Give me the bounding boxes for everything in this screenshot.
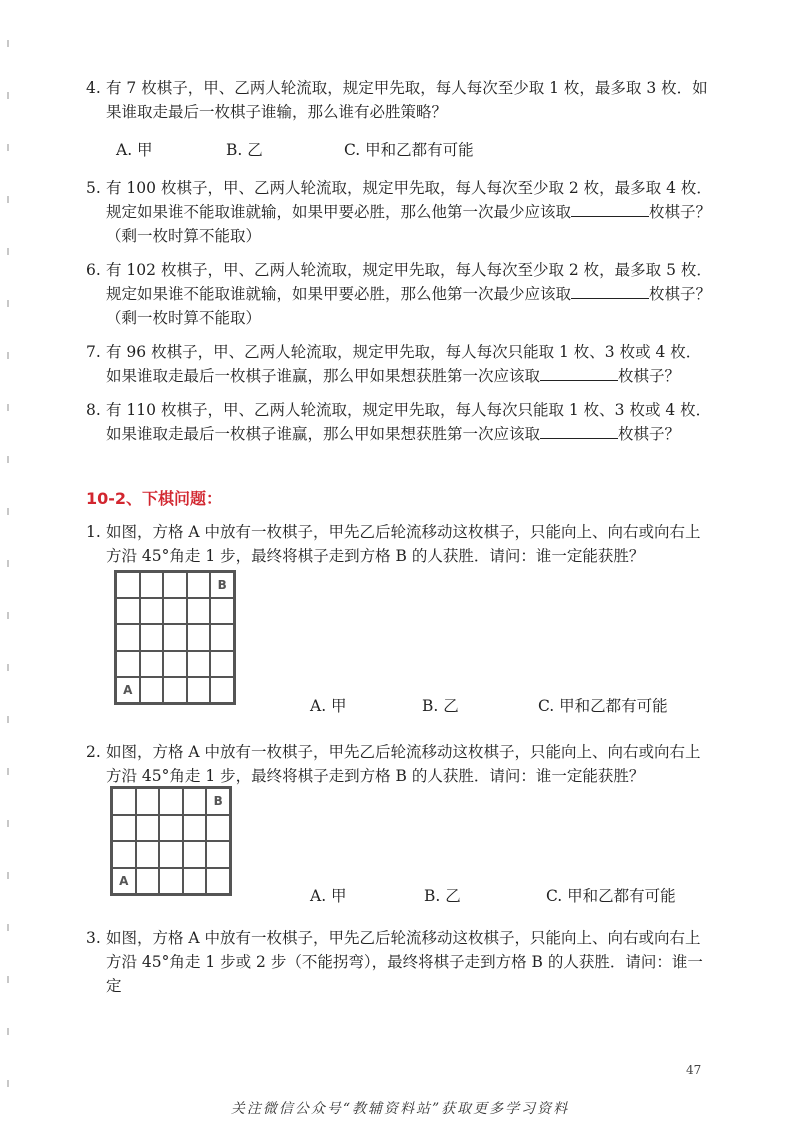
answer-blank[interactable] — [540, 365, 618, 381]
answer-blank[interactable] — [571, 283, 649, 299]
answer-blank[interactable] — [571, 201, 649, 217]
cell-label-b: B — [213, 794, 223, 809]
grid-cell — [141, 652, 163, 676]
option-b: B. 乙 — [422, 697, 459, 715]
question-number: 5. — [86, 179, 101, 197]
section-title: 10-2、下棋问题： — [86, 489, 223, 508]
grid-cell — [188, 599, 210, 623]
grid-cell — [211, 573, 233, 597]
question-text: 有 110 枚棋子，甲、乙两人轮流取，规定甲先取，每人每次只能取 1 枚、3 枚或 4 枚．如果谁取走最后一枚棋子谁赢，那么甲如果想获胜第一次应该取 枚棋子？ — [106, 401, 712, 443]
margin-tick — [7, 716, 9, 723]
grid-cell — [117, 678, 139, 702]
question-text: 有 102 枚棋子，甲、乙两人轮流取，规定甲先取，每人每次至少取 2 枚，最多取 5 枚．规定如果谁不能取谁就输，如果甲要必胜，那么他第一次最少应该取 枚棋子？（剩一枚时算不能取） — [106, 261, 712, 327]
margin-tick — [7, 768, 9, 775]
s2-question-2 — [86, 740, 716, 788]
margin-tick — [7, 404, 9, 411]
grid-cell — [141, 678, 163, 702]
grid-cell — [164, 625, 186, 649]
option-b: B. 乙 — [424, 887, 461, 905]
grid-cell — [188, 678, 210, 702]
margin-tick — [7, 976, 9, 983]
grid-cell — [211, 678, 233, 702]
grid-cell — [188, 573, 210, 597]
grid-cell — [164, 599, 186, 623]
grid-cell — [113, 816, 135, 841]
option-c: C. 甲和乙都有可能 — [344, 141, 474, 159]
grid-cell — [164, 678, 186, 702]
s2-question-1 — [86, 520, 716, 568]
grid-cell — [207, 869, 229, 894]
grid-cell — [211, 625, 233, 649]
grid-cell — [164, 573, 186, 597]
margin-tick — [7, 820, 9, 827]
grid-cell — [117, 599, 139, 623]
question-number: 6. — [86, 261, 101, 279]
question-text: 有 96 枚棋子，甲、乙两人轮流取，规定甲先取，每人每次只能取 1 枚、3 枚或 4 枚．如果谁取走最后一枚棋子谁赢，那么甲如果想获胜第一次应该取 枚棋子？ — [106, 343, 702, 385]
margin-tick — [7, 248, 9, 255]
grid-cell — [160, 869, 182, 894]
grid-cell — [188, 625, 210, 649]
grid-cell — [164, 652, 186, 676]
grid-cell — [160, 789, 182, 814]
question-7 — [86, 340, 716, 388]
question-number: 7. — [86, 343, 101, 361]
margin-tick — [7, 1028, 9, 1035]
question-number: 1. — [86, 523, 101, 541]
board-grid-1 — [114, 570, 236, 705]
grid-cell — [137, 789, 159, 814]
question-text: 有 100 枚棋子，甲、乙两人轮流取，规定甲先取，每人每次至少取 2 枚，最多取 4 枚．规定如果谁不能取谁就输，如果甲要必胜，那么他第一次最少应该取 枚棋子？（剩一枚时算不能取） — [106, 179, 712, 245]
question-number: 2. — [86, 743, 101, 761]
margin-tick — [7, 196, 9, 203]
page-number: 47 — [686, 1063, 702, 1077]
question-5 — [86, 176, 716, 248]
grid-cell — [113, 789, 135, 814]
question-6 — [86, 258, 716, 330]
board-grid-2 — [110, 786, 232, 896]
question-number: 8. — [86, 401, 101, 419]
grid-cell — [184, 869, 206, 894]
question-8 — [86, 398, 716, 446]
grid-cell — [137, 842, 159, 867]
grid-cell — [160, 816, 182, 841]
s2-question-3 — [86, 926, 716, 998]
grid-cell — [137, 869, 159, 894]
grid-cell — [184, 816, 206, 841]
margin-tick — [7, 1080, 9, 1087]
grid-cell — [117, 625, 139, 649]
grid-cell — [113, 869, 135, 894]
grid-cell — [188, 652, 210, 676]
margin-binding-ticks — [0, 0, 14, 1131]
cell-label-b: B — [217, 578, 227, 593]
option-a: A. 甲 — [310, 887, 347, 905]
margin-tick — [7, 40, 9, 47]
grid-cell — [117, 652, 139, 676]
option-c: C. 甲和乙都有可能 — [546, 887, 676, 905]
question-text: 如图，方格 A 中放有一枚棋子，甲先乙后轮流移动这枚棋子，只能向上、向右或向右上方沿 45°角走 1 步，最终将棋子走到方格 B 的人获胜．请问：谁一定能获胜？ — [106, 743, 701, 785]
margin-tick — [7, 664, 9, 671]
margin-tick — [7, 92, 9, 99]
grid-cell — [211, 652, 233, 676]
margin-tick — [7, 508, 9, 515]
margin-tick — [7, 300, 9, 307]
grid-cell — [141, 573, 163, 597]
grid-cell — [207, 816, 229, 841]
grid-cell — [117, 573, 139, 597]
option-b: B. 乙 — [226, 141, 263, 159]
grid-cell — [184, 789, 206, 814]
question-text: 有 7 枚棋子，甲、乙两人轮流取，规定甲先取，每人每次至少取 1 枚，最多取 3 枚．如果谁取走最后一枚棋子谁输，那么谁有必胜策略？ — [106, 79, 708, 121]
footer-note: 关注微信公众号“教辅资料站”获取更多学习资料 — [230, 1101, 570, 1117]
margin-tick — [7, 924, 9, 931]
grid-cell — [207, 789, 229, 814]
question-4 — [86, 76, 716, 124]
grid-cell — [137, 816, 159, 841]
grid-cell — [141, 625, 163, 649]
grid-cell — [141, 599, 163, 623]
grid-cell — [211, 599, 233, 623]
option-a: A. 甲 — [310, 697, 347, 715]
margin-tick — [7, 612, 9, 619]
margin-tick — [7, 560, 9, 567]
option-c: C. 甲和乙都有可能 — [538, 697, 668, 715]
question-text: 如图，方格 A 中放有一枚棋子，甲先乙后轮流移动这枚棋子，只能向上、向右或向右上方沿 45°角走 1 步或 2 步（不能拐弯），最终将棋子走到方格 B 的人获胜．请问：谁一定 — [106, 929, 703, 995]
question-number: 4. — [86, 79, 101, 97]
margin-tick — [7, 352, 9, 359]
margin-tick — [7, 144, 9, 151]
cell-label-a: A — [123, 682, 133, 697]
margin-tick — [7, 456, 9, 463]
grid-cell — [207, 842, 229, 867]
question-text: 如图，方格 A 中放有一枚棋子，甲先乙后轮流移动这枚棋子，只能向上、向右或向右上方沿 45°角走 1 步，最终将棋子走到方格 B 的人获胜．请问：谁一定能获胜？ — [106, 523, 701, 565]
grid-cell — [160, 842, 182, 867]
margin-tick — [7, 872, 9, 879]
grid-cell — [184, 842, 206, 867]
question-number: 3. — [86, 929, 101, 947]
answer-blank[interactable] — [540, 423, 618, 439]
grid-cell — [113, 842, 135, 867]
cell-label-a: A — [119, 873, 129, 888]
option-a: A. 甲 — [116, 141, 153, 159]
